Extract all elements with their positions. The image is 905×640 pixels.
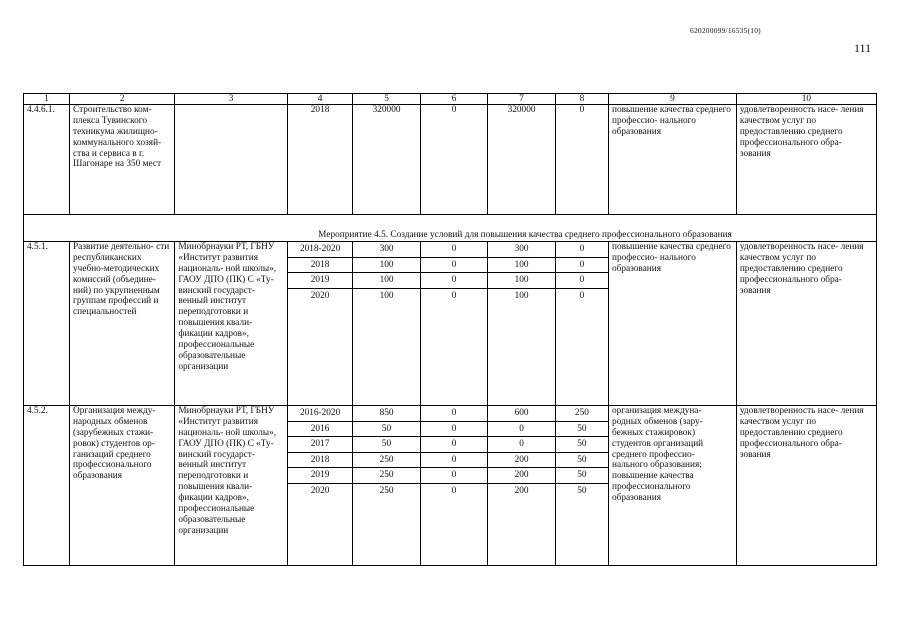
federal-amount: 0 xyxy=(421,422,488,438)
federal-amount: 0 xyxy=(420,105,488,215)
col-header: 7 xyxy=(488,94,556,105)
total-amount: 100 xyxy=(353,258,420,274)
row-number: 4.5.1. xyxy=(24,242,70,406)
other-amount: 50 xyxy=(556,468,608,484)
effect: удовлетворенность насе- ления качеством услуг по предоставлению среднего профессионального обра- зования xyxy=(736,242,876,406)
year: 2020 xyxy=(310,485,330,496)
other-amount: 0 xyxy=(556,242,608,258)
col-header: 1 xyxy=(24,94,70,105)
year: 2017 xyxy=(288,437,352,453)
republic-amount: 100 xyxy=(488,273,555,289)
header-row xyxy=(24,94,877,105)
republic-cell xyxy=(488,242,556,406)
years-cell xyxy=(287,406,352,566)
republic-cell xyxy=(488,406,556,566)
total-amount: 100 xyxy=(353,273,420,289)
federal-amount: 0 xyxy=(421,273,488,289)
col-header: 6 xyxy=(420,94,488,105)
document-code: 620200099/16535(10) xyxy=(690,26,761,35)
republic-amount: 100 xyxy=(488,258,555,274)
federal-amount: 0 xyxy=(421,242,488,258)
year: 2020 xyxy=(310,290,330,301)
other-amount: 0 xyxy=(555,105,608,215)
executor: Минобрнауки РТ, ГБНУ «Институт развития националь- ной школы», ГАОУ ДПО (ПК) С «Ту- винский государст- венный институт переподготовки и повышения квали- фикации кадров», профессиональные образовательные организации xyxy=(175,406,288,566)
measure-name: Строительство ком- плекса Тувинского техникума жилищно- коммунального хозяй- ства и сервиса в г. Шагонаре на 350 мест xyxy=(70,105,175,215)
year: 2019 xyxy=(288,468,352,484)
total-amount: 250 xyxy=(353,468,420,484)
col-header: 10 xyxy=(736,94,876,105)
total-amount: 50 xyxy=(353,437,420,453)
year: 2019 xyxy=(288,273,352,289)
expected-result: повышение качества среднего профессио- нального образования xyxy=(608,105,736,215)
other-amount: 50 xyxy=(556,437,608,453)
page-number: 111 xyxy=(854,41,872,55)
total-amount: 320000 xyxy=(353,105,421,215)
year: 2016-2020 xyxy=(288,406,352,422)
federal-amount: 0 xyxy=(421,453,488,469)
other-cell xyxy=(555,406,608,566)
activity-title-text: Мероприятие 4.5. Создание условий для повышения качества среднего профессионального образования xyxy=(318,230,732,241)
program-table xyxy=(23,93,877,566)
total-amount: 100 xyxy=(379,290,394,301)
republic-amount: 100 xyxy=(514,290,529,301)
republic-amount: 200 xyxy=(488,468,555,484)
republic-amount: 320000 xyxy=(488,105,556,215)
row-number: 4.5.2. xyxy=(24,406,70,566)
other-amount: 0 xyxy=(556,273,608,289)
year: 2018 xyxy=(287,105,352,215)
federal-amount: 0 xyxy=(421,468,488,484)
federal-amount: 0 xyxy=(421,437,488,453)
other-amount: 0 xyxy=(579,290,585,301)
expected-result: повышение качества среднего профессио- нального образования xyxy=(608,242,736,406)
other-amount: 50 xyxy=(577,485,587,496)
federal-cell xyxy=(420,242,488,406)
col-header: 5 xyxy=(353,94,421,105)
other-amount: 50 xyxy=(556,453,608,469)
year: 2018 xyxy=(288,258,352,274)
col-header: 3 xyxy=(175,94,288,105)
republic-amount: 300 xyxy=(488,242,555,258)
executor: Минобрнауки РТ, ГБНУ «Институт развития националь- ной школы», ГАОУ ДПО (ПК) С «Ту- винский государст- венный институт переподготовки и повышения квали- фикации кадров», профессиональные образовательные организации xyxy=(175,242,288,406)
measure-name: Организация между- народных обменов (зарубежных стажи- ровок) студентов ор- ганизаций среднего профессионального образования xyxy=(70,406,175,566)
activity-row xyxy=(24,215,877,242)
row-number: 4.4.6.1. xyxy=(24,105,70,215)
activity-title xyxy=(24,215,877,242)
republic-amount: 0 xyxy=(488,422,555,438)
other-amount: 0 xyxy=(556,258,608,274)
total-amount: 300 xyxy=(353,242,420,258)
executor xyxy=(175,105,288,215)
table-row-451 xyxy=(24,242,877,406)
federal-amount: 0 xyxy=(421,258,488,274)
total-amount: 50 xyxy=(353,422,420,438)
years-cell xyxy=(287,242,352,406)
col-header: 9 xyxy=(608,94,736,105)
total-amount: 250 xyxy=(379,485,394,496)
table-row-452 xyxy=(24,406,877,566)
total-amount: 850 xyxy=(353,406,420,422)
federal-amount: 0 xyxy=(451,290,457,301)
republic-amount: 200 xyxy=(514,485,529,496)
republic-amount: 200 xyxy=(488,453,555,469)
expected-result: организация междуна- родных обменов (зару- бежных стажировок) студентов организаций среднего профессио- нального образования; повышение качества профессионального образования xyxy=(608,406,736,566)
total-cell xyxy=(353,242,421,406)
col-header: 4 xyxy=(287,94,352,105)
other-amount: 250 xyxy=(556,406,608,422)
other-cell xyxy=(555,242,608,406)
federal-cell xyxy=(420,406,488,566)
measure-name: Развитие деятельно- сти республиканских учебно-методических комиссий (объедине- ний) по укрупненным группам профессий и специальностей xyxy=(70,242,175,406)
year: 2018 xyxy=(288,453,352,469)
total-amount: 250 xyxy=(353,453,420,469)
year: 2018-2020 xyxy=(288,242,352,258)
col-header: 2 xyxy=(70,94,175,105)
federal-amount: 0 xyxy=(451,485,457,496)
table-row-4461 xyxy=(24,105,877,215)
effect: удовлетворенность насе- ления качеством услуг по предоставлению среднего профессионального обра- зования xyxy=(736,406,876,566)
col-header: 8 xyxy=(555,94,608,105)
republic-amount: 600 xyxy=(488,406,555,422)
year: 2016 xyxy=(288,422,352,438)
other-amount: 50 xyxy=(556,422,608,438)
effect: удовлетворенность насе- ления качеством услуг по предоставлению среднего профессионального обра- зования xyxy=(736,105,876,215)
federal-amount: 0 xyxy=(421,406,488,422)
republic-amount: 0 xyxy=(488,437,555,453)
total-cell xyxy=(353,406,421,566)
